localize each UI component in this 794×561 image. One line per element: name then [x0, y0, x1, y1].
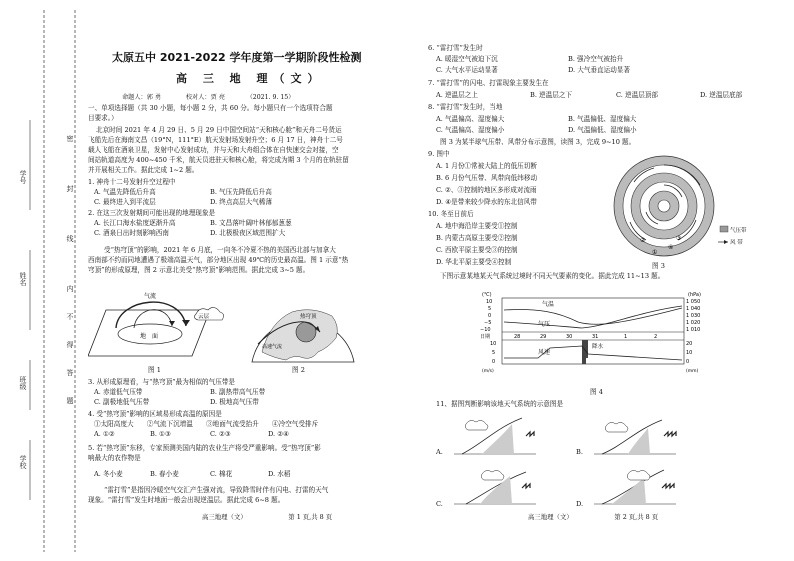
option: A. 赤道低气压带: [94, 388, 143, 396]
question-5: 5. 若“热穹顶”东移，专家预测美国内陆的农业生产将受严重影响。受“热穹顶”影: [88, 444, 321, 452]
option: B. 文昌落叶阔叶林郁郁葱葱: [210, 219, 292, 227]
option: A. 逆温层之上: [436, 91, 478, 99]
temp-label: 气温: [542, 301, 555, 308]
option: B. 副热带高气压带: [210, 388, 266, 396]
wind-label: 风速: [538, 349, 551, 356]
right-bottom-unit: (mm): [686, 369, 699, 374]
option: B. 强冷空气被抬升: [568, 55, 624, 63]
option: A. 气温先降低后升高: [94, 188, 156, 196]
section-intro-2: 目要求。）: [88, 114, 118, 122]
option: B.: [576, 448, 583, 456]
cloud-label: 云层: [198, 314, 210, 320]
question-4: 4. 受“热穹顶”影响的区域易形成高温的原因是: [88, 410, 222, 418]
left-bottom-tick: 0: [492, 359, 496, 365]
right-tick: 1 030: [686, 313, 701, 319]
class-label: 班级: [19, 376, 27, 390]
marker-2: ②: [640, 237, 646, 244]
passage-line: 飞船先后在海南文昌（19°N，111°E）航天发射场发射升空；6 月 17 日，神舟十二号: [88, 136, 343, 144]
question-3: 3. 从形成原理看，与“热穹顶”最为相似的气压带是: [88, 378, 236, 386]
option: A.: [436, 448, 443, 456]
marker-4: ④: [668, 244, 674, 251]
option: C. 最终进入到平流层: [94, 198, 156, 206]
passage-line: 现象。“雷打雪”发生时地面一般会出现逆温层。据此完成 6~8 题。: [88, 496, 285, 504]
option: C.: [436, 500, 443, 508]
option: D. 北极极夜区域范围扩大: [210, 229, 286, 237]
passage-line: 间站轨道高度为 400~450 千米，航天员进驻天和核心舱，将完成为期 3 个月的在轨驻留: [88, 156, 349, 164]
option: B. 气温偏低、湿度偏大: [568, 115, 637, 123]
exam-meta: 命题人：郭 勇 校对人：贾 亮 （2021. 9. 15）: [122, 94, 295, 101]
option: C. ②、③控制的地区多形成对流雨: [436, 186, 537, 194]
option: D. 大气垂直运动显著: [568, 66, 630, 74]
date-tick: 1: [624, 334, 628, 340]
option: A. 暖湿空气被迫下沉: [436, 55, 498, 63]
passage-line: 西南部不约而同地遭遇了极端高温天气，部分地区出现 49℃的历史最高温。图 1 示意“热: [88, 256, 349, 264]
option: D. 华北平原主要受④控制: [436, 258, 512, 266]
passage-line: 受“热穹顶”的影响，2021 年 6 月底，一向冬不冷夏不热的美国西北部与加拿大: [104, 246, 336, 254]
figure-1-caption: 图 1: [148, 366, 161, 374]
left-tick: 0: [488, 313, 492, 319]
binding-strip: 学号 姓名 班级 学校 密 封 线 内 不 得 答 题: [0, 0, 98, 561]
option: D. 逆温层底部: [700, 91, 743, 99]
question-2: 2. 在这三次发射期间可能出现的地理现象是: [88, 209, 216, 217]
option: C. 逆温层顶部: [616, 91, 658, 99]
legend-pressure: 气压带: [730, 228, 747, 234]
question-10: 10. 冬至日前后: [428, 210, 474, 218]
question-7: 7. “雷打雪”的闪电、打雷现象主要发生在: [428, 79, 549, 87]
right-bottom-tick: 10: [686, 350, 693, 356]
date-tick: 29: [540, 334, 547, 340]
date-label: 日期: [480, 334, 491, 340]
figure-1-heat-dome-diagram: [88, 280, 230, 364]
left-tick: −5: [484, 320, 492, 326]
option: D. 极地高气压带: [210, 398, 259, 406]
heat-dome-label: 热穹顶: [300, 314, 317, 320]
option-d-front-diagram[interactable]: [592, 464, 678, 508]
left-tick: −10: [480, 327, 491, 333]
question-4-items: ①太阳高度大 ②气流下沉增温 ③地面气流受抬升 ④冷空气受排斥: [94, 420, 319, 428]
passage-line: 下图示意某地某天气系统过境时不同天气要素的变化。据此完成 11~13 题。: [440, 272, 665, 280]
left-tick: 10: [486, 299, 493, 305]
question-6: 6. “雷打雪”发生时: [428, 44, 483, 52]
option: C. 酒泉日出时刻影响西南: [94, 229, 169, 237]
legend-wind: 风 带: [730, 240, 743, 246]
option-c-front-diagram[interactable]: [452, 464, 538, 508]
right-unit: (hPa): [688, 292, 701, 298]
date-tick: 31: [592, 334, 599, 340]
option: B. ①③: [150, 430, 171, 438]
date-tick: 2: [654, 334, 658, 340]
question-5-cont: 响最大的农作物是: [88, 454, 141, 462]
passage-line: 并开展相关工作。据此完成 1~2 题。: [88, 166, 199, 174]
date-tick: 30: [566, 334, 573, 340]
option-a-front-diagram[interactable]: [452, 414, 538, 458]
date-tick: 28: [514, 334, 521, 340]
option: D. 气温偏低、湿度偏小: [568, 126, 637, 134]
ground-label: 地 面: [140, 333, 159, 340]
option: A. 冬小麦: [94, 470, 123, 478]
school-label: 学校: [19, 455, 27, 469]
option: B. 内蒙古高原主要受②控制: [436, 234, 518, 242]
passage-line: 载人飞船在酒泉卫星，发射中心发射成功，并与天和大舟组合体在自快速交会对接，空: [88, 146, 339, 154]
airflow-label: 气流: [144, 293, 157, 300]
option: B. 春小麦: [150, 470, 179, 478]
question-11: 11、据图判断影响该地天气系统的示意图是: [436, 400, 564, 408]
right-bottom-tick: 0: [686, 359, 690, 365]
option: B. 逆温层之下: [530, 91, 573, 99]
option: D. ④是带来较少降水的东北信风带: [436, 198, 537, 206]
question-9: 9. 图中: [428, 150, 450, 158]
figure-3-pressure-wind-belts: [612, 150, 752, 266]
binding-lines: [0, 0, 98, 561]
question-1: 1. 神舟十二号发射升空过程中: [88, 178, 176, 186]
page-footer-2: 高三地理（文） 第 2 页,共 8 页: [528, 513, 659, 521]
marker-1: ①: [652, 249, 658, 256]
rain-label: 降水: [592, 344, 604, 350]
option: C. 西欧平原主要受③的控制: [436, 246, 518, 254]
option: A. 1 月份①常被大陆上的低压切断: [436, 162, 537, 170]
option: D. 终点高层大气稀薄: [210, 198, 272, 206]
right-tick: 1 050: [686, 299, 701, 305]
left-bottom-tick: 5: [492, 350, 496, 356]
passage-line: 北京时间 2021 年 4 月 29 日、5 月 29 日中国空间站“天和核心舱”和天舟二号货运: [96, 126, 342, 134]
pressure-label: 气压: [538, 321, 551, 328]
option: B. 6 月份气压带、风带向低纬移动: [436, 174, 538, 182]
option: D. ②④: [268, 430, 290, 438]
option: C. 大气水平运动显著: [436, 66, 498, 74]
page-footer-1: 高三地理（文） 第 1 页,共 8 页: [202, 513, 333, 521]
option: B. 气压先降低后升高: [210, 188, 272, 196]
marker-3: ③: [676, 235, 682, 242]
right-tick: 1 020: [686, 320, 701, 326]
figure-2-north-america-map: [248, 282, 358, 366]
option: A. ①②: [94, 430, 115, 438]
passage-line: “雷打雪”是指因冷暖空气交汇产生强对流，导致降雪时伴有闪电、打雷的天气: [104, 486, 329, 494]
passage-line: 图 3 为某半球气压带、风带分布示意图，读图 3，完成 9~10 题。: [440, 138, 636, 146]
option-b-front-diagram[interactable]: [592, 414, 678, 458]
exam-title: 太原五中 2021-2022 学年度第一学期阶段性检测: [112, 51, 362, 64]
option: A. 气温偏高、湿度偏大: [436, 115, 505, 123]
figure-4-caption: 图 4: [590, 388, 603, 396]
passage-line: 穹顶”的形成原理，图 2 示意北美受“热穹顶”影响范围。据此完成 3~5 题。: [88, 266, 310, 274]
jet-label: 高速气流: [262, 344, 283, 350]
question-8: 8. “雷打雪”发生时，当地: [428, 103, 503, 111]
exam-subtitle: 高 三 地 理（文）: [176, 72, 325, 85]
figure-3-caption: 图 3: [652, 262, 665, 270]
left-tick: 5: [488, 306, 492, 312]
student-id-label: 学号: [19, 170, 27, 184]
section-intro: 一、单项选择题（共 30 小题，每小题 2 分，共 60 分。每小题只有一个选项符合题: [88, 104, 333, 112]
left-unit: (℃): [482, 292, 492, 298]
right-tick: 1 040: [686, 306, 701, 312]
option: C. 副极地低气压带: [94, 398, 150, 406]
option: C. 棉花: [210, 470, 233, 478]
option: C. 气温偏高、湿度偏小: [436, 126, 505, 134]
option: A. 地中海沿岸主要受①控制: [436, 222, 518, 230]
left-bottom-tick: 10: [490, 341, 497, 347]
option: C. ②③: [210, 430, 231, 438]
figure-2-caption: 图 2: [292, 366, 305, 374]
option: A. 长江口海水盐度逐渐升高: [94, 219, 176, 227]
option: D.: [576, 500, 584, 508]
left-bottom-unit: (m/s): [482, 369, 494, 374]
option: D. 水稻: [268, 470, 291, 478]
right-bottom-tick: 20: [686, 341, 693, 347]
name-label: 姓名: [19, 272, 27, 286]
figure-4-weather-chart: [478, 288, 716, 386]
right-tick: 1 010: [686, 327, 701, 333]
